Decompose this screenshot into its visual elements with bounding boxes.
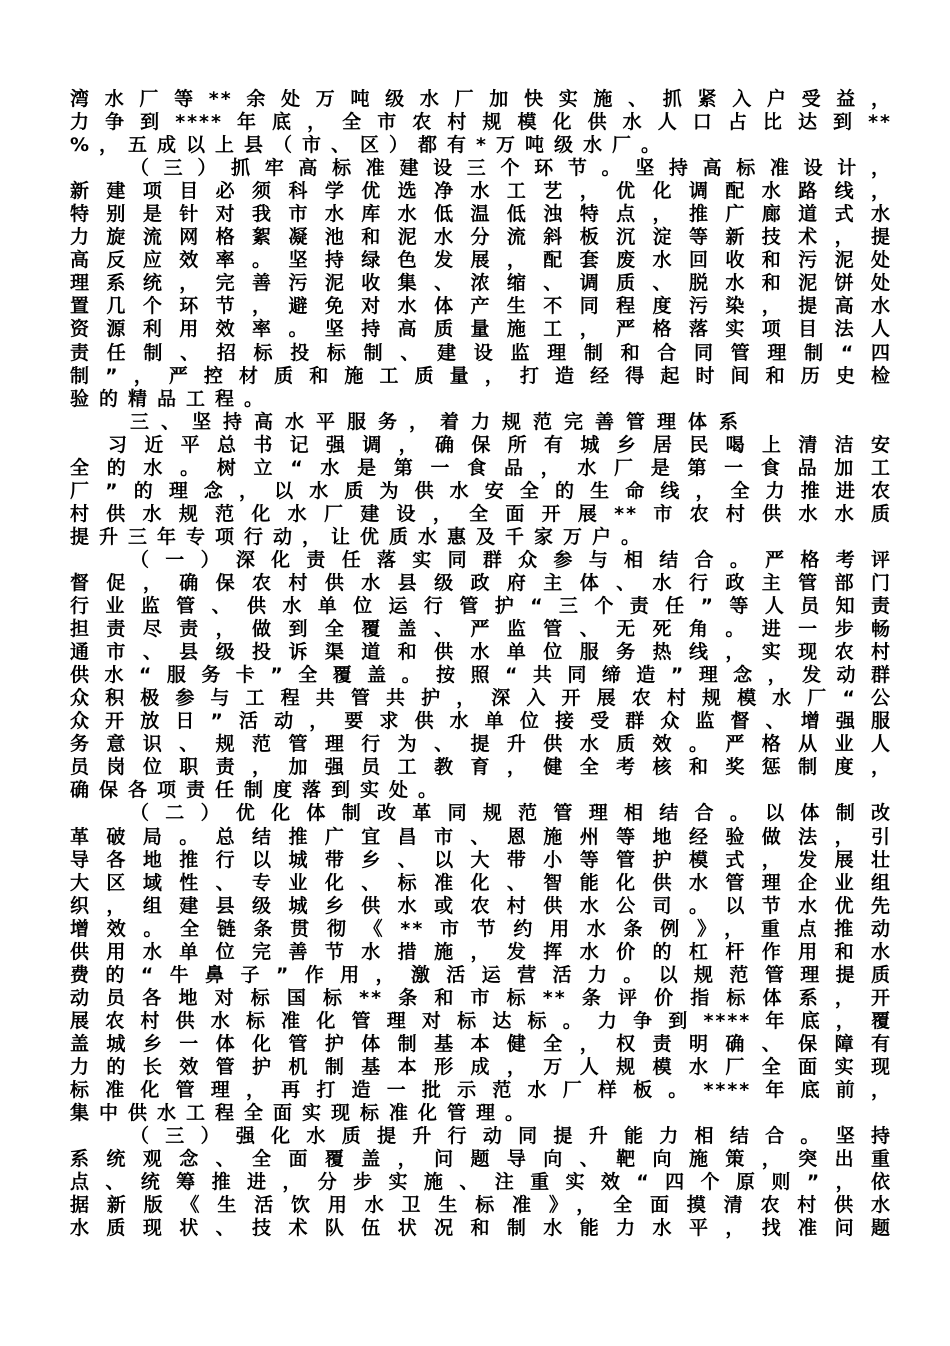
text-line: 大区域性、专业化、标准化、智能化供水管理企业组 (70, 871, 892, 894)
text-line: 提升三年专项行动，让优质水惠及千家万户。 (70, 525, 651, 548)
section-heading: （三）强化水质提升行动同提升能力相结合。坚持 (130, 1125, 892, 1148)
text-line: 担责尽责，做到全覆盖、严监管、无死角。进一步畅 (70, 618, 892, 641)
section-heading: （二）优化体制改革同规范管理相结合。以体制改 (130, 802, 892, 825)
text-line: 水质现状、技术队伍状况和制水能力水平，找准问题 (70, 1217, 892, 1240)
text-line: 集中供水工程全面实现标准化管理。 (70, 1102, 535, 1125)
text-line: 通市、县级投诉渠道和供水单位服务热线，实现农村 (70, 641, 892, 664)
text-line: 力的长效管护机制基本形成，万人规模水厂全面实现 (70, 1055, 892, 1078)
text-line: 理系统，完善污泥收集、浓缩、调质、脱水和泥饼处 (70, 272, 892, 295)
text-line: 新建项目必须科学优选净水工艺，优化调配水路线， (70, 180, 892, 203)
text-line: 务意识、规范管理行为、提升供水质效。严格从业人 (70, 733, 892, 756)
text-line: 村供水规范化水厂建设，全面开展**市农村供水水质 (70, 502, 892, 525)
text-line: 湾水厂等**余处万吨级水厂加快实施、抓紧入户受益， (70, 88, 892, 110)
text-line: 点、统筹推进，分步实施、注重实效“四个原则”，依 (70, 1171, 892, 1194)
chapter-heading: 三、坚持高水平服务，着力规范完善管理体系 (130, 410, 751, 433)
text-line: 动员各地对标国标**条和市标**条评价指标体系，开 (70, 986, 892, 1009)
text-line: 督促，确保农村供水县级政府主体、水行政主管部门 (70, 571, 892, 594)
text-line: 展农村供水标准化管理对标达标。力争到****年底，覆 (70, 1009, 892, 1032)
text-line: 置几个环节，避免对水体产生不同程度污染，提高水 (70, 295, 892, 318)
text-line: 革破局。总结推广宜昌市、恩施州等地经验做法，引 (70, 825, 892, 848)
text-line: 资源利用效率。坚持高质量施工，严格落实项目法人 (70, 318, 892, 341)
text-line: 确保各项责任制度落到实处。 (70, 779, 448, 802)
text-line: 厂”的理念，以水质为供水安全的生命线，全力推进农 (70, 479, 892, 502)
document-page (70, 88, 892, 1240)
text-line: 高反应效率。坚持绿色发展，配套废水回收和污泥处 (70, 249, 892, 272)
text-line: 据新版《生活饮用水卫生标准》，全面摸清农村供水 (70, 1194, 892, 1217)
text-line: 全的水。树立“水是第一食品，水厂是第一食品加工 (70, 456, 892, 479)
text-line: 特别是针对我市水库水低温低浊特点，推广廊道式水 (70, 203, 892, 226)
text-line: 系统观念、全面覆盖，问题导向、靶向施策，突出重 (70, 1148, 892, 1171)
text-line: 费的“牛鼻子”作用，激活运营活力。以规范管理提质 (70, 963, 892, 986)
text-line: 织，组建县级城乡供水或农村供水公司。以节水优先 (70, 894, 892, 917)
text-line: 增效。全链条贯彻《**市节约用水条例》，重点推动 (70, 917, 892, 940)
text-line: 员岗位职责，加强员工教育，健全考核和奖惩制度， (70, 756, 892, 779)
text-line: 责任制、招标投标制、建设监理制和合同管理制“四 (70, 341, 892, 364)
text-line: 标准化管理，再打造一批示范水厂样板。****年底前， (70, 1079, 892, 1102)
text-line: 供用水单位完善节水措施，发挥水价的杠杆作用和水 (70, 940, 892, 963)
section-heading: （三）抓牢高标准建设三个环节。坚持高标准设计， (130, 157, 892, 180)
text-line: 盖城乡一体化管护体制基本健全，权责明确、保障有 (70, 1032, 892, 1055)
text-line: 众积极参与工程共管共护，深入开展农村规模水厂“公 (70, 687, 892, 710)
text-line: 众开放日”活动，要求供水单位接受群众监督、增强服 (70, 710, 892, 733)
text-line: %，五成以上县（市、区）都有*万吨级水厂。 (70, 134, 670, 157)
text-line: 供水“服务卡”全覆盖。按照“共同缔造”理念，发动群 (70, 664, 892, 687)
text-line: 力旋流网格絮凝池和泥水分流斜板沉淀等新技术，提 (70, 226, 892, 249)
section-heading: （一）深化责任落实同群众参与相结合。严格考评 (130, 548, 892, 571)
text-line: 验的精品工程。 (70, 387, 274, 410)
text-line: 行业监管、供水单位运行管护“三个责任”等人员知责 (70, 595, 892, 618)
text-line: 力争到****年底，全市农村规模化供水人口占比达到** (70, 111, 892, 134)
text-line: 习近平总书记强调，确保所有城乡居民喝上清洁安 (108, 433, 892, 456)
text-line: 导各地推行以城带乡、以大带小等管护模式，发展壮 (70, 848, 892, 871)
text-line: 制”，严控材质和施工质量，打造经得起时间和历史检 (70, 364, 892, 387)
